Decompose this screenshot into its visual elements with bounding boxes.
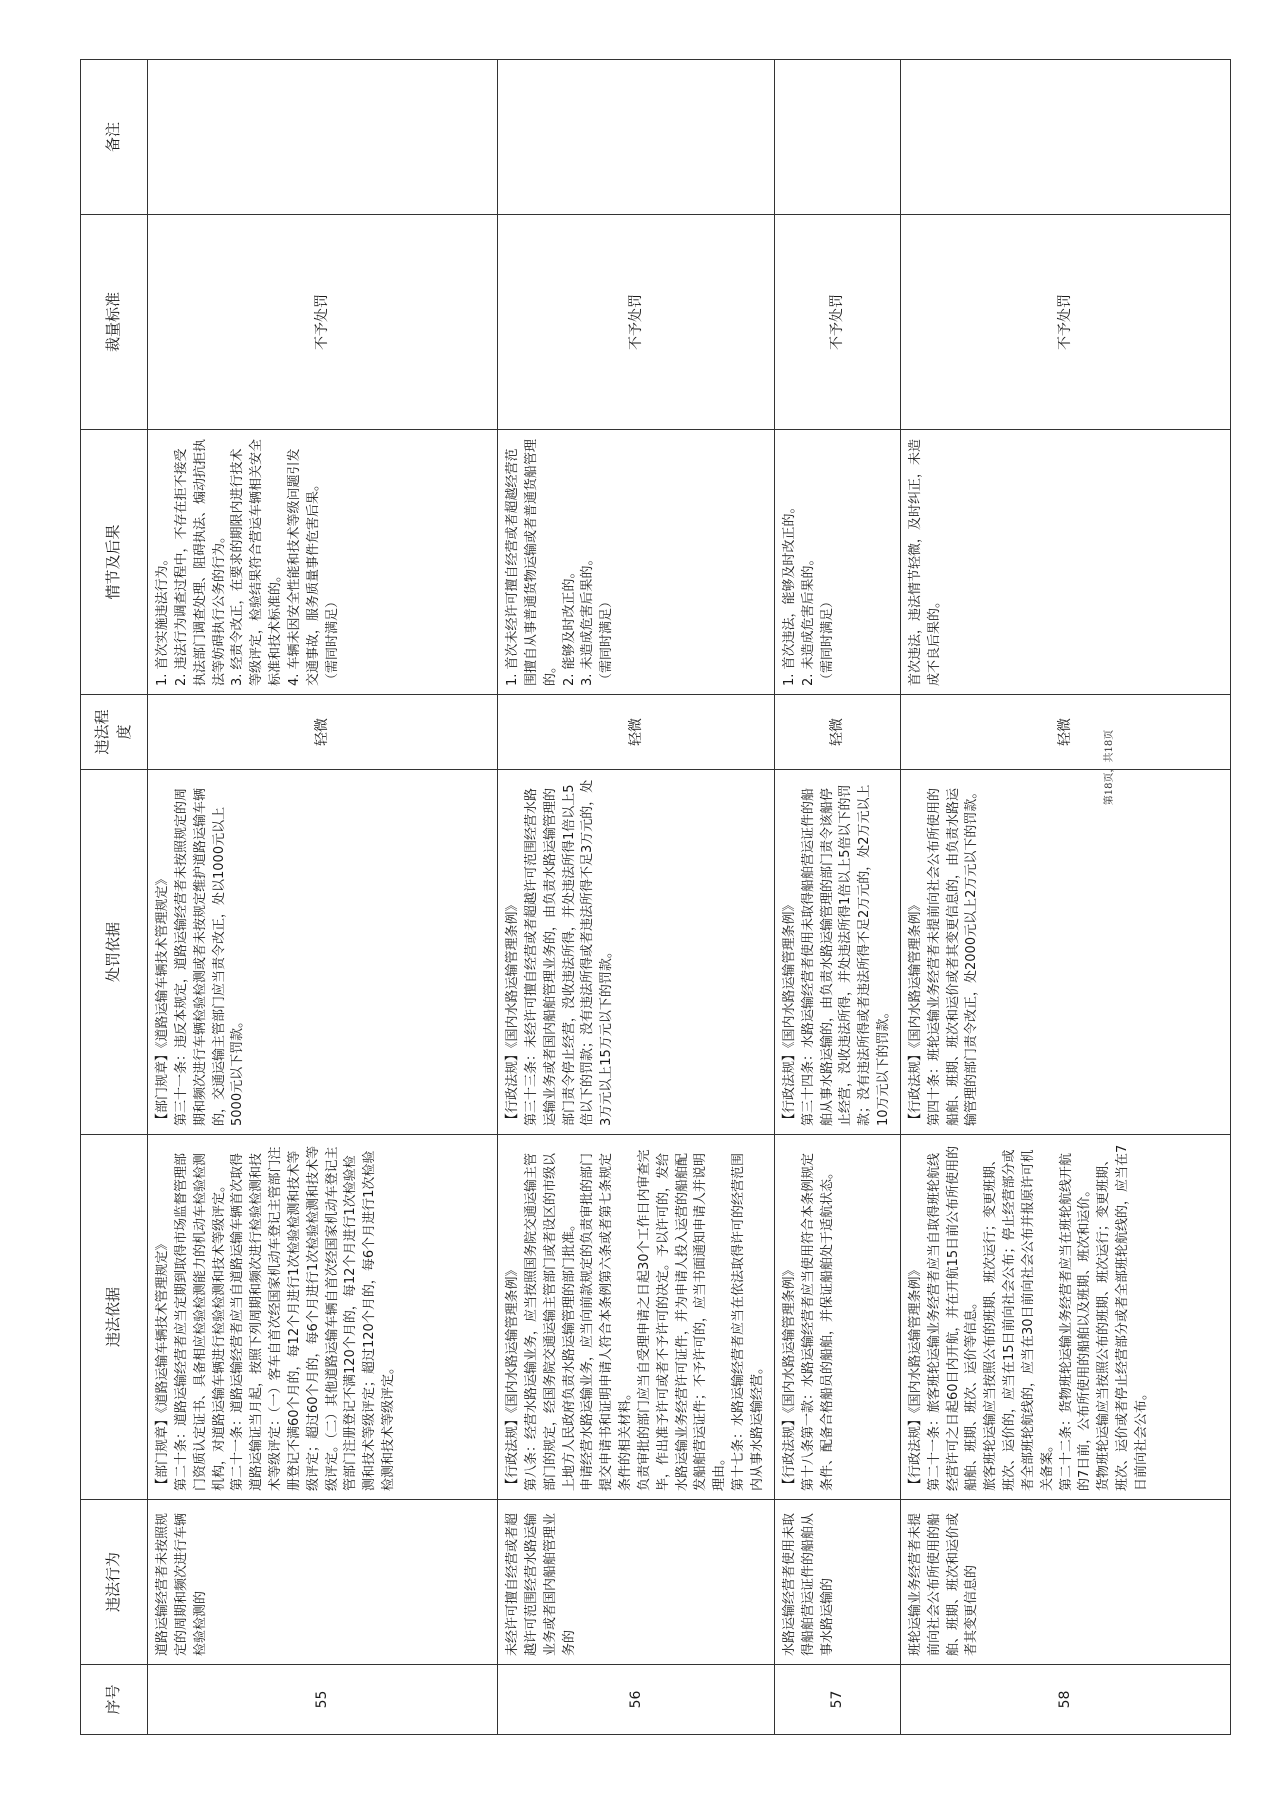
violation-basis: 【行政法规】《国内水路运输管理条例》 第十八条第一款：水路运输经营者应当使用符合本条例规定条件、配备合格船员的船舶，并保证船舶处于适航状态。 xyxy=(774,1135,900,1500)
violation-basis: 【行政法规】《国内水路运输管理条例》 第八条：经营水路运输业务，应当按照国务院交通运输主管部门的规定，经国务院交通运输主管部门或者设区的市级以上地方人民政府负责水路运输管理的部门批准。 申请经营水路运输业务，应当向前款规定的负责审批的部门提交申请书和证明申请人符合本条例第六条或者第七条规定条件的相关材料。 负责审批的部门应当自受理申请之日起30个工作日内审查完毕，作出准予许可或者不予许可的决定。予以许可的，发给水路运输业务经营许可证件，并为申请人投入运营的船舶配发船舶营运证件；不予许可的，应当书面通知申请人并说明理由。 第十七条：水路运输经营者应当在依法取得许可的经营范围内从事水路运输经营。 xyxy=(498,1135,775,1500)
violation-act: 未经许可擅自经营或者超越许可范围经营水路运输业务或者国内船舶管理业务的 xyxy=(498,1500,775,1665)
header-degree: 违法程度 xyxy=(81,695,148,770)
row-number: 57 xyxy=(774,1665,900,1735)
remark xyxy=(148,60,498,215)
rotated-page xyxy=(80,60,1185,1735)
circumstances: 1. 首次违法，能够及时改正的。 2. 未造成危害后果的。 （需同时满足） xyxy=(774,430,900,695)
penalty-basis: 【行政法规】《国内水路运输管理条例》 第三十四条：水路运输经营者使用未取得船舶营运证件的船舶从事水路运输的，由负责水路运输管理的部门责令该船停止经营，没收违法所得，并处违法所得1倍以上5倍以下的罚款；没有违法所得或者违法所得不足2万元的，处2万元以上10万元以下的罚款。 xyxy=(774,770,900,1135)
penalty-discretion-table xyxy=(80,59,1231,1735)
header-basis: 违法依据 xyxy=(81,1135,148,1500)
row-number: 58 xyxy=(900,1665,1230,1735)
circumstances: 1. 首次实施违法行为。 2. 违法行为调查过程中，不存在拒不接受执法部门调查处理、阻碍执法、煽动抗拒执法等妨碍执行公务的行为。 3. 经责令改正，在要求的期限内进行技术等级评定，检验结果符合营运车辆相关安全标准和技术标准的。 4. 车辆未因安全性能和技术等级问题引发交通事故，服务质量事件危害后果。 （需同时满足） xyxy=(148,430,498,695)
header-note: 备注 xyxy=(81,60,148,215)
discretion-standard: 不予处罚 xyxy=(900,215,1230,430)
violation-act: 水路运输经营者使用未取得船舶营运证件的船舶从事水路运输的 xyxy=(774,1500,900,1665)
discretion-standard: 不予处罚 xyxy=(148,215,498,430)
penalty-basis: 【行政法规】《国内水路运输管理条例》 第三十三条：未经许可擅自经营或者超越许可范围经营水路运输业务或者国内船舶管理业务的，由负责水路运输管理的部门责令停止经营，没收违法所得，并处违法所得1倍以上5倍以下的罚款；没有违法所得或者违法所得不足3万元的，处3万元以上15万元以下的罚款。 xyxy=(498,770,775,1135)
penalty-basis: 【行政法规】《国内水路运输管理条例》 第四十条：班轮运输业务经营者未提前向社会公布所使用的船舶、班期、班次和运价或者其变更信息的，由负责水路运输管理的部门责令改正，处2000元以上2万元以下的罚款。 xyxy=(900,770,1230,1135)
table-row xyxy=(498,60,775,1735)
violation-degree: 轻微 xyxy=(900,695,1230,770)
violation-act: 道路运输经营者未按照规定的周期和频次进行车辆检验检测的 xyxy=(148,1500,498,1665)
remark xyxy=(498,60,775,215)
circumstances: 首次违法，违法情节轻微，及时纠正，未造成不良后果的。 xyxy=(900,430,1230,695)
violation-basis: 【行政法规】《国内水路运输管理条例》 第二十一条：旅客班轮运输业务经营者应当自取得班轮航线经营许可之日起60日内开航，并在开航15日前公布所使用的船舶、班期、班次、运价等信息。 旅客班轮运输应当按照公布的班期、班次运行；变更班期、班次、运价的，应当在15日前向社会公布；停止经营部分或者全部班轮航线的，应当在30日前向社会公布并报原许可机关备案。 第二十二条：货物班轮运输业务经营者应当在班轮航线开航的7日前，公布所使用的船舶以及班期、班次和运价。 货物班轮运输应当按照公布的班期、班次运行；变更班期、班次、运价或者停止经营部分或者全部班轮航线的，应当在7日前向社会公布。 xyxy=(900,1135,1230,1500)
row-number: 56 xyxy=(498,1665,775,1735)
header-standard: 裁量标准 xyxy=(81,215,148,430)
remark xyxy=(774,60,900,215)
header-penalty: 处罚依据 xyxy=(81,770,148,1135)
header-act: 违法行为 xyxy=(81,1500,148,1665)
table-row xyxy=(774,60,900,1735)
violation-degree: 轻微 xyxy=(498,695,775,770)
table-row xyxy=(900,60,1230,1735)
violation-degree: 轻微 xyxy=(148,695,498,770)
circumstances: 1. 首次未经许可擅自经营或者超越经营范围擅自从事普通货物运输或者普通货船管理的。 2. 能够及时改正的。 3. 未造成危害后果的。 （需同时满足） xyxy=(498,430,775,695)
discretion-standard: 不予处罚 xyxy=(774,215,900,430)
violation-act: 班轮运输业务经营者未提前向社会公布所使用的船舶、班期、班次和运价或者其变更信息的 xyxy=(900,1500,1230,1665)
violation-degree: 轻微 xyxy=(774,695,900,770)
remark xyxy=(900,60,1230,215)
page-footer: 第18页，共18页 xyxy=(1104,729,1116,806)
header-circumstances: 情节及后果 xyxy=(81,430,148,695)
violation-basis: 【部门规章】《道路运输车辆技术管理规定》 第二十条：道路运输经营者应当定期到取得市场监督管理部门资质认定证书、具备相应检验检测能力的机动车检验检测机构，对道路运输车辆进行检验检测和技术等级评定。 第二十一条：道路运输经营者应当自道路运输车辆首次取得道路运输证当月起，按照下列周期和频次进行检验检测和技术等级评定：（一）客车自首次经国家机动车登记主管部门注册登记不满60个月的，每12个月进行1次检验检测和技术等级评定；超过60个月的，每6个月进行1次检验检测和技术等级评定。（二）其他道路运输车辆自首次经国家机动车登记主管部门注册登记不满120个月的，每12个月进行1次检验检测和技术等级评定；超过120个月的，每6个月进行1次检验检测和技术等级评定。 xyxy=(148,1135,498,1500)
row-number: 55 xyxy=(148,1665,498,1735)
discretion-standard: 不予处罚 xyxy=(498,215,775,430)
penalty-basis: 【部门规章】《道路运输车辆技术管理规定》 第三十一条：违反本规定，道路运输经营者未按照规定的周期和频次进行车辆检验检测或者未按规定维护道路运输车辆的，交通运输主管部门应当责令改正，处以1000元以上5000元以下罚款。 xyxy=(148,770,498,1135)
header-no: 序号 xyxy=(81,1665,148,1735)
table-row xyxy=(148,60,498,1735)
table-header-row xyxy=(81,60,148,1735)
